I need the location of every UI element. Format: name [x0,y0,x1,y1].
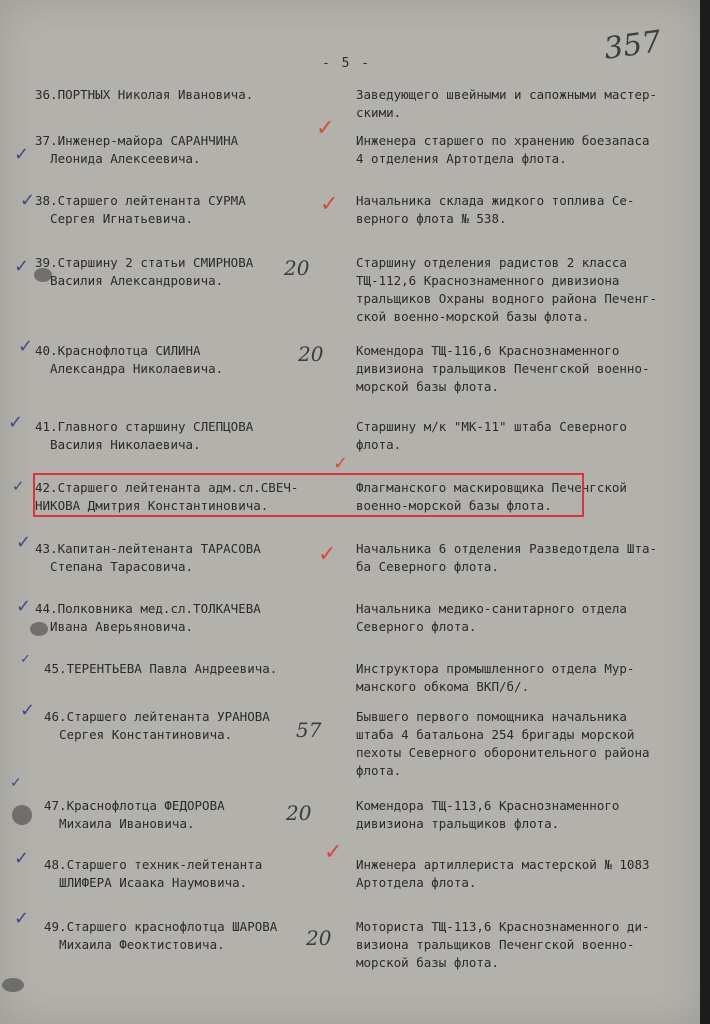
checkmark-icon: ✓ [14,144,30,165]
checkmark-icon: ✓ [16,532,32,553]
award-name: 40.Краснофлотца СИЛИНА Александра Николаевича. [35,343,224,376]
award-name: 44.Полковника мед.сл.ТОЛКАЧЕВА Ивана Аверьяновича. [35,601,261,634]
pencil-annotation: 20 [306,926,332,950]
highlight-box [33,473,584,517]
award-name: 48.Старшего техник-лейтенанта ШЛИФЕРА Исаака Наумовича. [44,857,263,890]
scan-edge [700,0,710,1024]
award-name: 39.Старшину 2 статьи СМИРНОВА Василия Александровича. [35,255,254,288]
award-name: 37.Инженер-майора САРАНЧИНА Леонида Алексеевича. [35,133,239,166]
checkmark-icon: ✓ [20,190,36,211]
checkmark-icon: ✓ [20,652,31,667]
award-position: Старшину м/к "МК-11" штаба Северного флота. [356,419,627,452]
pencil-annotation: 57 [296,718,322,742]
award-position: Бывшего первого помощника начальника штаба 4 батальона 254 бригады морской пехоты Северного оборонительного района флота. [356,709,650,778]
award-name: 42.Старшего лейтенанта адм.сл.СВЕЧ- НИКОВА Дмитрия Константиновича. [35,480,299,513]
award-position: Заведующего швейными и сапожными мастер- скими. [356,87,658,120]
award-position: Инженера артиллериста мастерской № 1083 Артотдела флота. [356,857,650,890]
award-name: 41.Главного старшину СЛЕПЦОВА Василия Николаевича. [35,419,254,452]
award-name: 43.Капитан-лейтенанта ТАРАСОВА Степана Тарасовича. [35,541,261,574]
award-position: Начальника склада жидкого топлива Се- верного флота № 538. [356,193,635,226]
red-checkmark-icon: ✓ [318,542,337,567]
checkmark-icon: ✓ [20,700,36,721]
award-name: 47.Краснофлотца ФЕДОРОВА Михаила Ивановича. [44,798,225,831]
checkmark-icon: ✓ [10,775,22,791]
award-position: Старшину отделения радистов 2 класса ТЩ-112,6 Краснознаменного дивизиона тральщиков Охраны водного района Печенг- ской военно-морской базы флота. [356,255,658,324]
checkmark-icon: ✓ [14,848,30,869]
award-position: Начальника медико-санитарного отдела Северного флота. [356,601,627,634]
award-name: 45.ТЕРЕНТЬЕВА Павла Андреевича. [44,661,278,676]
award-position: Инженера старшего по хранению боезапаса 4 отделения Артотдела флота. [356,133,650,166]
ink-blot [2,978,24,992]
award-position: Начальника 6 отделения Разведотдела Шта- ба Северного флота. [356,541,658,574]
red-checkmark-icon: ✓ [324,840,343,865]
award-position: Комендора ТЩ-113,6 Краснознаменного дивизиона тральщиков флота. [356,798,620,831]
award-name: 38.Старшего лейтенанта СУРМА Сергея Игнатьевича. [35,193,246,226]
pencil-annotation: 20 [298,342,324,366]
checkmark-icon: ✓ [14,908,30,929]
checkmark-icon: ✓ [8,412,24,433]
red-checkmark-icon: ✓ [333,453,349,474]
award-position: Флагманского маскировщика Печенгской военно-морской базы флота. [356,480,627,513]
red-checkmark-icon: ✓ [316,116,335,141]
red-checkmark-icon: ✓ [320,192,339,217]
checkmark-icon: ✓ [14,256,30,277]
award-name: 46.Старшего лейтенанта УРАНОВА Сергея Константиновича. [44,709,270,742]
checkmark-icon: ✓ [12,477,25,495]
archive-number: 357 [601,24,664,67]
pencil-annotation: 20 [284,256,310,280]
award-position: Моториста ТЩ-113,6 Краснознаменного ди- визиона тральщиков Печенгской военно- морской базы флота. [356,919,650,970]
checkmark-icon: ✓ [18,336,34,357]
award-position: Комендора ТЩ-116,6 Краснознаменного дивизиона тральщиков Печенгской военно- морской базы флота. [356,343,650,394]
pencil-annotation: 20 [286,801,312,825]
ink-blot [12,805,32,825]
award-position: Инструктора промышленного отдела Мур- манского обкома ВКП/б/. [356,661,635,694]
checkmark-icon: ✓ [16,596,32,617]
award-name: 36.ПОРТНЫХ Николая Ивановича. [35,87,254,102]
award-name: 49.Старшего краснофлотца ШАРОВА Михаила Феоктистовича. [44,919,278,952]
page-number: - 5 - [322,56,372,71]
